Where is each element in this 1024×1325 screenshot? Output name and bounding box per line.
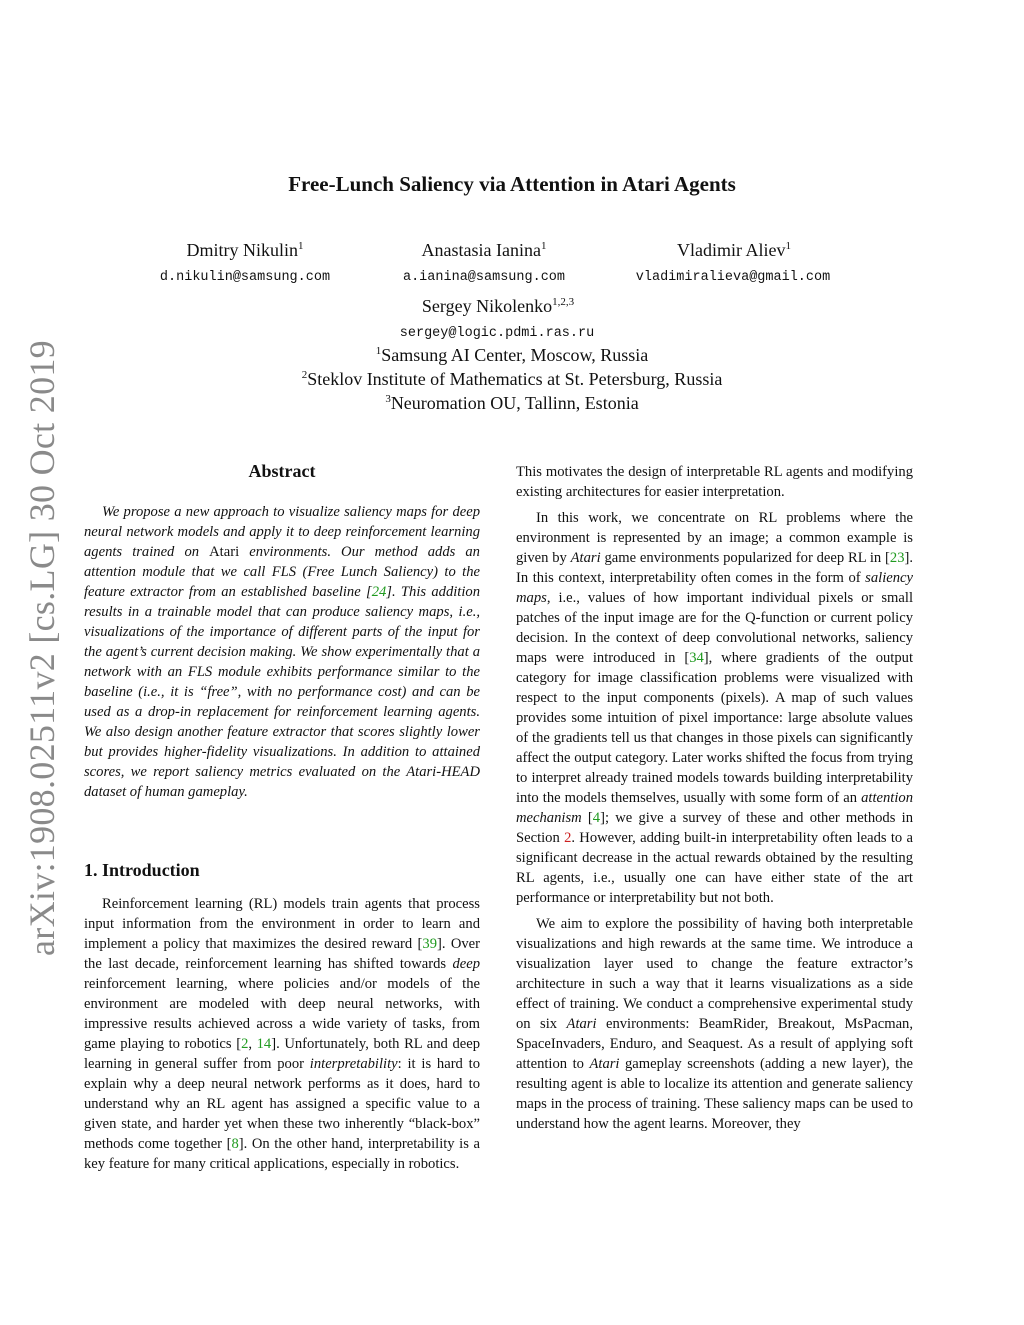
affiliation: $^3$Neuromation OU, Tallinn, Estonia	[385, 393, 639, 413]
right-column	[516, 462, 913, 1140]
citation-link[interactable]: 23	[889, 550, 905, 566]
author-name: Dmitry Nikulin$^1$	[186, 240, 304, 260]
section-ref-link[interactable]: 2	[564, 830, 572, 846]
author-name: Anastasia Ianina$^1$	[421, 240, 547, 260]
citation-link[interactable]: 34	[689, 650, 704, 666]
affiliation: $^2$Steklov Institute of Mathematics at St. Petersburg, Russia	[301, 369, 723, 389]
body-paragraph: We aim to explore the possibility of having both interpretable visualizations and high rewards at the same time. We introduce a visualization layer used to change the feature extractor’s architecture in such a way that it learns visualizations as a side effect of training. We conduct a comprehensive experimental study on six Atari environments: BeamRider, Breakout, MsPacman, SpaceInvaders, Enduro, and Seaquest. As a result of applying soft attention to Atari gameplay screenshots (adding a new layer), the resulting agent is able to localize its attention and generate saliency maps in the process of training. These saliency maps can be used to understand how the agent learns. Moreover, they	[516, 916, 913, 1132]
body-paragraph: This motivates the design of interpretable RL agents and modifying existing architectures for easier interpretation.	[516, 464, 913, 500]
affiliation: $^1$Samsung AI Center, Moscow, Russia	[375, 345, 649, 365]
arxiv-stamp	[22, 340, 62, 956]
abstract-text: We propose a new approach to visualize saliency maps for deep neural network models and apply it to deep reinforcement learning agents trained on Atari environments. Our method adds an attention module that we call FLS (Free Lunch Saliency) to the feature extractor from an established baseline [24]. This addition results in a trainable model that can produce saliency maps, i.e., visualizations of the importance of different parts of the input for the agent’s current decision making. We show experimentally that a network with an FLS module exhibits performance similar to the baseline (i.e., it is “free”, with no performance cost) and can be used as a drop-in replacement for reinforcement learning agents. We also design another feature extractor that scores slightly lower but provides higher-fidelity visualizations. In addition to attained scores, we report saliency metrics evaluated on the Atari-HEAD dataset of human gameplay.	[84, 504, 481, 800]
intro-paragraph: Reinforcement learning (RL) models train agents that process input information from the environment in order to learn and implement a policy that maximizes the desired reward [39]. Over the last decade, reinforcement learning has shifted towards deep reinforcement learning, where policies and/or models of the environment are modeled with deep neural networks, with impressive results achieved across a wide variety of tasks, from game playing to robotics [2, 14]. Unfortunately, both RL and deep learning in general suffer from poor interpretability: it is hard to explain why a deep neural network performs as it does, hard to understand why an RL agent has assigned a specific value to a given state, and harder yet when these two inherently “black-box” methods come together [8]. On the other hand, interpretability is a key feature for many critical applications, especially in robotics.	[84, 896, 481, 1172]
arxiv-stamp-text: arXiv:1908.02511v2 [cs.LG] 30 Oct 2019	[22, 340, 62, 956]
author-email: a.ianina@samsung.com	[402, 270, 566, 285]
citation-link[interactable]: 2	[241, 1036, 249, 1052]
author-email: sergey@logic.pdmi.ras.ru	[399, 326, 595, 341]
abstract-heading: Abstract	[248, 461, 316, 481]
citation-link[interactable]: 4	[592, 810, 601, 826]
citation-link[interactable]: 14	[256, 1036, 272, 1052]
citation-link[interactable]: 24	[371, 584, 387, 600]
section-heading: 1. Introduction	[84, 860, 200, 880]
author-email: d.nikulin@samsung.com	[159, 270, 331, 285]
citation-link[interactable]: 39	[422, 936, 437, 952]
author-email: vladimiralieva@gmail.com	[635, 270, 831, 285]
citation-link[interactable]: 8	[231, 1136, 239, 1152]
author-name: Sergey Nikolenko$^{1,2,3}$	[421, 296, 575, 316]
paper-title: Free-Lunch Saliency via Attention in Atari Agents	[288, 172, 736, 196]
body-paragraph: In this work, we concentrate on RL problems where the environment is represented by an image; a common example is given by Atari game environments popularized for deep RL in [23]. In this context, interpretability often comes in the form of saliency maps, i.e., values of how important individual pixels or small patches of the input image are for the Q-function or current policy decision. In the context of deep convolutional networks, saliency maps were introduced in [34], where gradients of the output category for image classification problems were visualized with respect to the input components (pixels). A map of such values provides some intuition of pixel importance: large absolute values of the gradients tell us that changes in those pixels can significantly affect the output category. Later works shifted the focus from trying to interpret already trained models towards building interpretability into the models themselves, usually with some form of an attention mechanism [4]; we give a survey of these and other methods in Section 2. However, adding built-in interpretability often leads to a significant decrease in the actual rewards obtained by the resulting RL agents, i.e., usually one can have either state of the art performance or interpretability but not both.	[516, 510, 913, 906]
author-name: Vladimir Aliev$^1$	[677, 240, 791, 260]
